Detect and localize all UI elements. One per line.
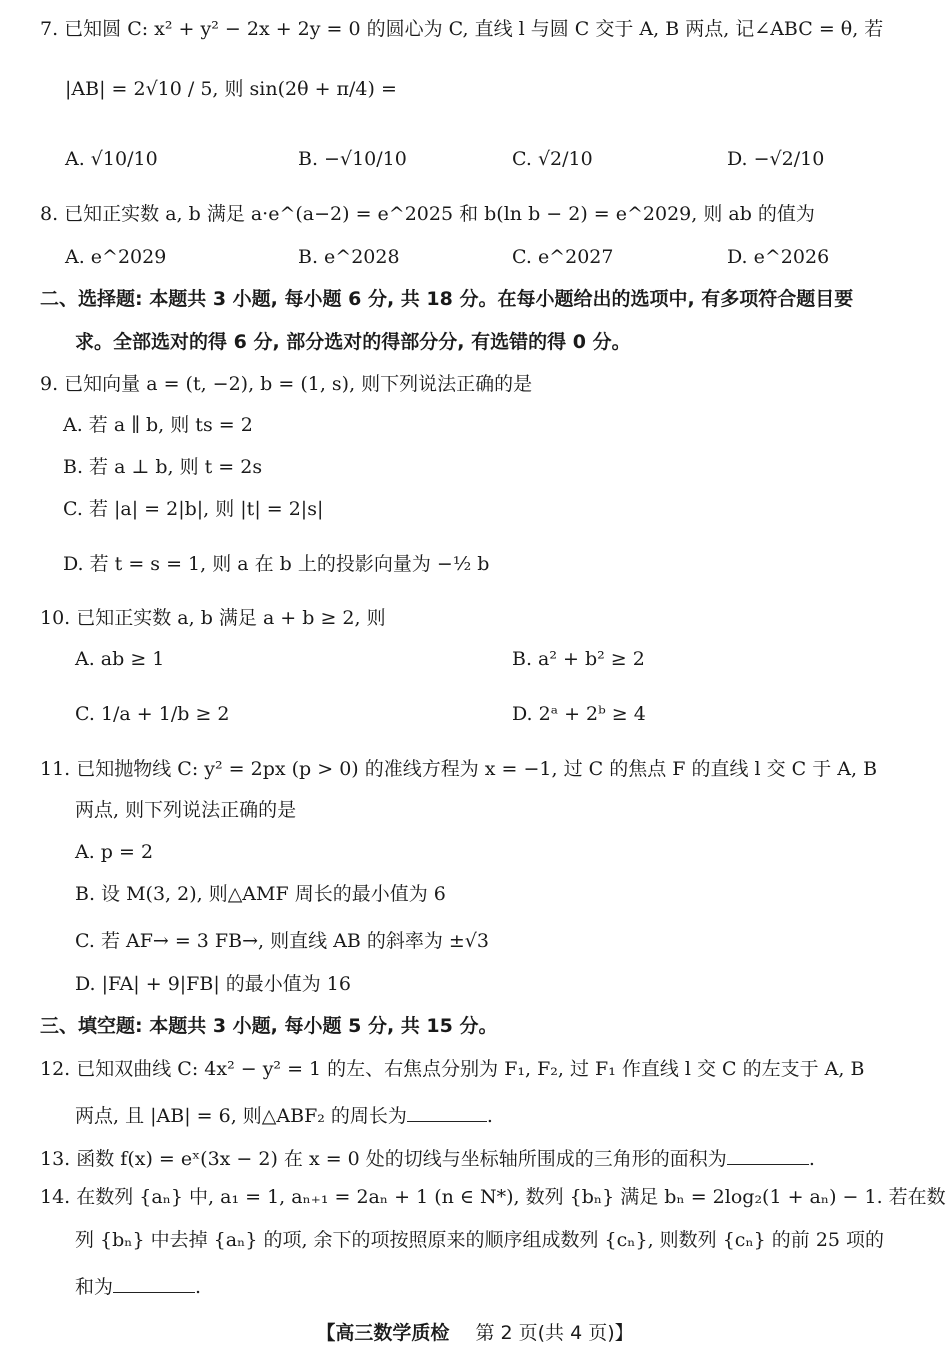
- q9-option-a: A. 若 a ∥ b, 则 ts = 2: [63, 414, 253, 436]
- q11-option-c: C. 若 AF→ = 3 FB→, 则直线 AB 的斜率为 ±√3: [75, 930, 489, 952]
- q7-option-b: B. −√10/10: [298, 148, 407, 170]
- q9-option-d: D. 若 t = s = 1, 则 a 在 b 上的投影向量为 −½ b: [63, 553, 490, 575]
- q7-option-d: D. −√2/10: [727, 148, 825, 170]
- q7-line2: |AB| = 2√10 / 5, 则 sin(2θ + π/4) =: [65, 78, 397, 100]
- q14-end: .: [195, 1276, 202, 1298]
- q14-line1: 14. 在数列 {aₙ} 中, a₁ = 1, aₙ₊₁ = 2aₙ + 1 (n ∈ N*), 数列 {bₙ} 满足 bₙ = 2log₂(1 + aₙ) − 1. 若在数: [40, 1186, 946, 1208]
- q12-end: .: [486, 1105, 493, 1127]
- q14-answer-blank[interactable]: [113, 1273, 195, 1293]
- q14-line3: [75, 1273, 201, 1297]
- q10-option-c: C. 1/a + 1/b ≥ 2: [75, 703, 230, 725]
- q11-option-d: D. |FA| + 9|FB| 的最小值为 16: [75, 973, 351, 995]
- q10-line1: 10. 已知正实数 a, b 满足 a + b ≥ 2, 则: [40, 607, 386, 629]
- q9-option-b: B. 若 a ⊥ b, 则 t = 2s: [63, 456, 263, 478]
- q7-option-c: C. √2/10: [512, 148, 593, 170]
- section2-line2: 求。全部选对的得 6 分, 部分选对的得部分分, 有选错的得 0 分。: [75, 331, 631, 353]
- q13-answer-blank[interactable]: [727, 1145, 809, 1165]
- q8-line1: 8. 已知正实数 a, b 满足 a·e^(a−2) = e^2025 和 b(ln b − 2) = e^2029, 则 ab 的值为: [40, 203, 815, 225]
- q10-option-a: A. ab ≥ 1: [75, 648, 165, 670]
- q12-line1: 12. 已知双曲线 C: 4x² − y² = 1 的左、右焦点分别为 F₁, F₂, 过 F₁ 作直线 l 交 C 的左支于 A, B: [40, 1058, 865, 1080]
- q11-option-a: A. p = 2: [75, 841, 154, 863]
- q10-option-b: B. a² + b² ≥ 2: [512, 648, 645, 670]
- q8-option-a: A. e^2029: [65, 246, 167, 268]
- q8-option-d: D. e^2026: [727, 246, 830, 268]
- section3-heading: 三、填空题: 本题共 3 小题, 每小题 5 分, 共 15 分。: [40, 1015, 498, 1037]
- footer-title: 【高三数学质检: [316, 1322, 450, 1344]
- q13-line1: [40, 1145, 815, 1169]
- footer-page-number: 第 2 页(共 4 页)】: [475, 1322, 634, 1344]
- q13-end: .: [808, 1148, 815, 1170]
- q12-answer-blank[interactable]: [407, 1102, 487, 1122]
- q12-line2: [75, 1102, 493, 1126]
- q11-option-b: B. 设 M(3, 2), 则△AMF 周长的最小值为 6: [75, 883, 446, 905]
- q11-line2: 两点, 则下列说法正确的是: [75, 799, 297, 821]
- q14-line3-text: 和为: [75, 1276, 114, 1298]
- q9-option-c: C. 若 |a| = 2|b|, 则 |t| = 2|s|: [63, 498, 324, 520]
- q10-option-d: D. 2ᵃ + 2ᵇ ≥ 4: [512, 703, 646, 725]
- q14-line2: 列 {bₙ} 中去掉 {aₙ} 的项, 余下的项按照原来的顺序组成数列 {cₙ}, 则数列 {cₙ} 的前 25 项的: [75, 1229, 885, 1251]
- q8-option-b: B. e^2028: [298, 246, 400, 268]
- q7-option-a: A. √10/10: [65, 148, 158, 170]
- q7-line1: 7. 已知圆 C: x² + y² − 2x + 2y = 0 的圆心为 C, 直线 l 与圆 C 交于 A, B 两点, 记∠ABC = θ, 若: [40, 18, 884, 40]
- q13-text: 13. 函数 f(x) = eˣ(3x − 2) 在 x = 0 处的切线与坐标轴所围成的三角形的面积为: [40, 1148, 727, 1170]
- page-footer: [0, 1318, 950, 1345]
- q12-line2-text: 两点, 且 |AB| = 6, 则△ABF₂ 的周长为: [75, 1105, 407, 1127]
- section2-line1: 二、选择题: 本题共 3 小题, 每小题 6 分, 共 18 分。在每小题给出的选项中, 有多项符合题目要: [40, 288, 854, 310]
- q11-line1: 11. 已知抛物线 C: y² = 2px (p > 0) 的准线方程为 x = −1, 过 C 的焦点 F 的直线 l 交 C 于 A, B: [40, 758, 878, 780]
- q9-line1: 9. 已知向量 a = (t, −2), b = (1, s), 则下列说法正确的是: [40, 373, 533, 395]
- q8-option-c: C. e^2027: [512, 246, 614, 268]
